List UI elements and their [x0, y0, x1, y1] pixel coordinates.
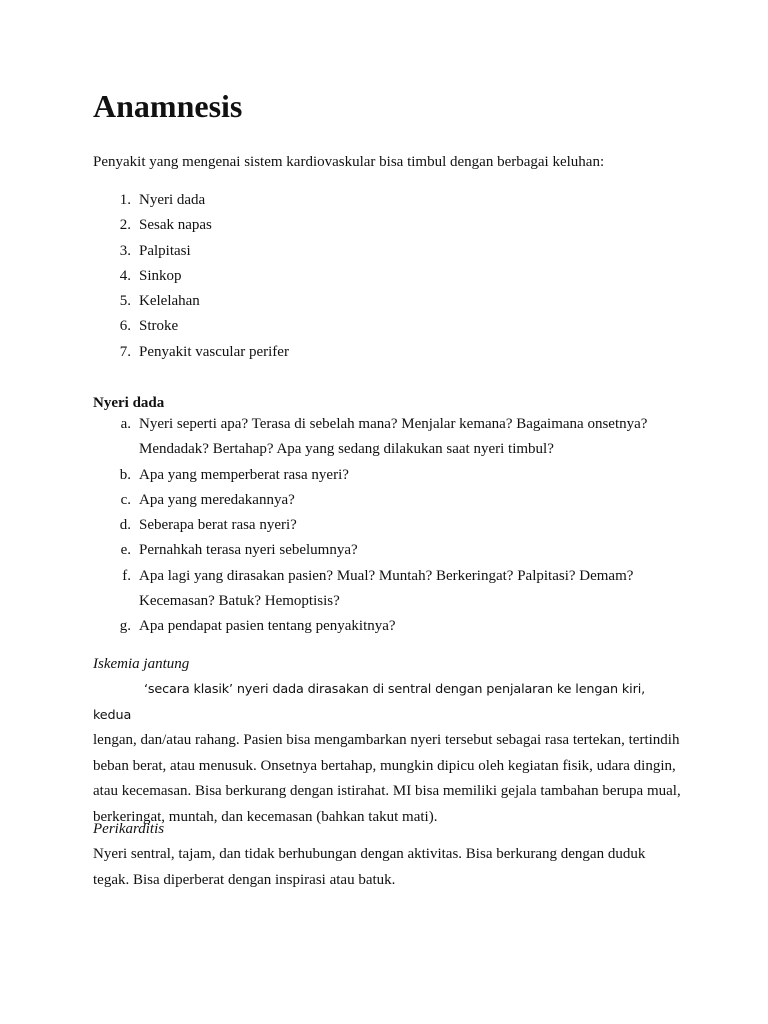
list-text: Penyakit vascular perifer [139, 343, 289, 360]
list-number: 7. [119, 343, 131, 360]
list-item [93, 614, 693, 639]
list-text: Sesak napas [139, 217, 212, 234]
list-text: Apa yang memperberat rasa nyeri? [139, 466, 349, 483]
ischemia-paragraph [93, 677, 683, 830]
list-text: Stroke [139, 318, 179, 335]
list-text: Nyeri seperti apa? Terasa di sebelah mana? Menjalar kemana? Bagaimana onsetnya? Mendadak? Bertahap? Apa yang sedang dilakukan saat nyeri timbul? [139, 416, 648, 458]
list-letter: g. [119, 618, 131, 635]
list-text: Apa lagi yang dirasakan pasien? Mual? Muntah? Berkeringat? Palpitasi? Demam? Kecemasan? Batuk? Hemoptisis? [139, 567, 634, 610]
list-text: Kelelahan [139, 293, 200, 310]
list-text: Pernahkah terasa nyeri sebelumnya? [139, 542, 358, 559]
list-number: 4. [119, 267, 131, 284]
list-number: 5. [119, 293, 131, 310]
list-letter: a. [120, 416, 131, 432]
list-item [93, 488, 693, 513]
list-letter: f. [122, 567, 131, 584]
list-letter: d. [119, 517, 131, 534]
list-item [93, 564, 693, 615]
list-letter: b. [119, 466, 131, 483]
subsection-heading: Perikarditis [93, 821, 165, 837]
list-text: Nyeri dada [139, 192, 206, 208]
page-title: Anamnesis [93, 88, 243, 124]
list-letter: e. [120, 542, 131, 559]
list-item [93, 463, 693, 488]
list-text: Apa yang meredakannya? [139, 491, 295, 508]
list-text: Apa pendapat pasien tentang penyakitnya? [139, 618, 396, 635]
list-item [93, 412, 693, 463]
list-item [93, 513, 693, 538]
list-text: Palpitasi [139, 242, 191, 259]
list-text: Sinkop [139, 267, 182, 284]
list-number: 3. [119, 242, 131, 259]
paragraph-first-line: ‘secara klasik’ nyeri dada dirasakan di sentral dengan penjalaran ke lengan kiri, kedua [93, 682, 646, 723]
list-text: Seberapa berat rasa nyeri? [139, 517, 297, 534]
intro-paragraph: Penyakit yang mengenai sistem kardiovaskular bisa timbul dengan berbagai keluhan: [93, 154, 605, 170]
list-number: 1. [119, 192, 131, 208]
list-letter: c. [120, 491, 131, 508]
list-number: 2. [119, 217, 131, 234]
list-item [93, 538, 693, 563]
list-number: 6. [119, 318, 131, 335]
subsection-heading: Iskemia jantung [93, 656, 190, 672]
question-list [93, 412, 693, 640]
section-heading: Nyeri dada [93, 395, 165, 411]
pericarditis-paragraph: Nyeri sentral, tajam, dan tidak berhubungan dengan aktivitas. Bisa berkurang dengan duduk tegak. Bisa diperberat dengan inspirasi atau batuk. [93, 846, 646, 888]
paragraph-body: lengan, dan/atau rahang. Pasien bisa mengambarkan nyeri tersebut sebagai rasa tertekan, tertindih beban berat, atau menusuk. Onsetnya bertahap, mungkin dipicu oleh kegiatan fisik, udara dingin, atau kecemasan. Bisa berkurang dengan istirahat. MI bisa memiliki gejala tambahan berupa mual, berkeringat, muntah, dan kecemasan (bahkan takut mati). [93, 732, 681, 825]
